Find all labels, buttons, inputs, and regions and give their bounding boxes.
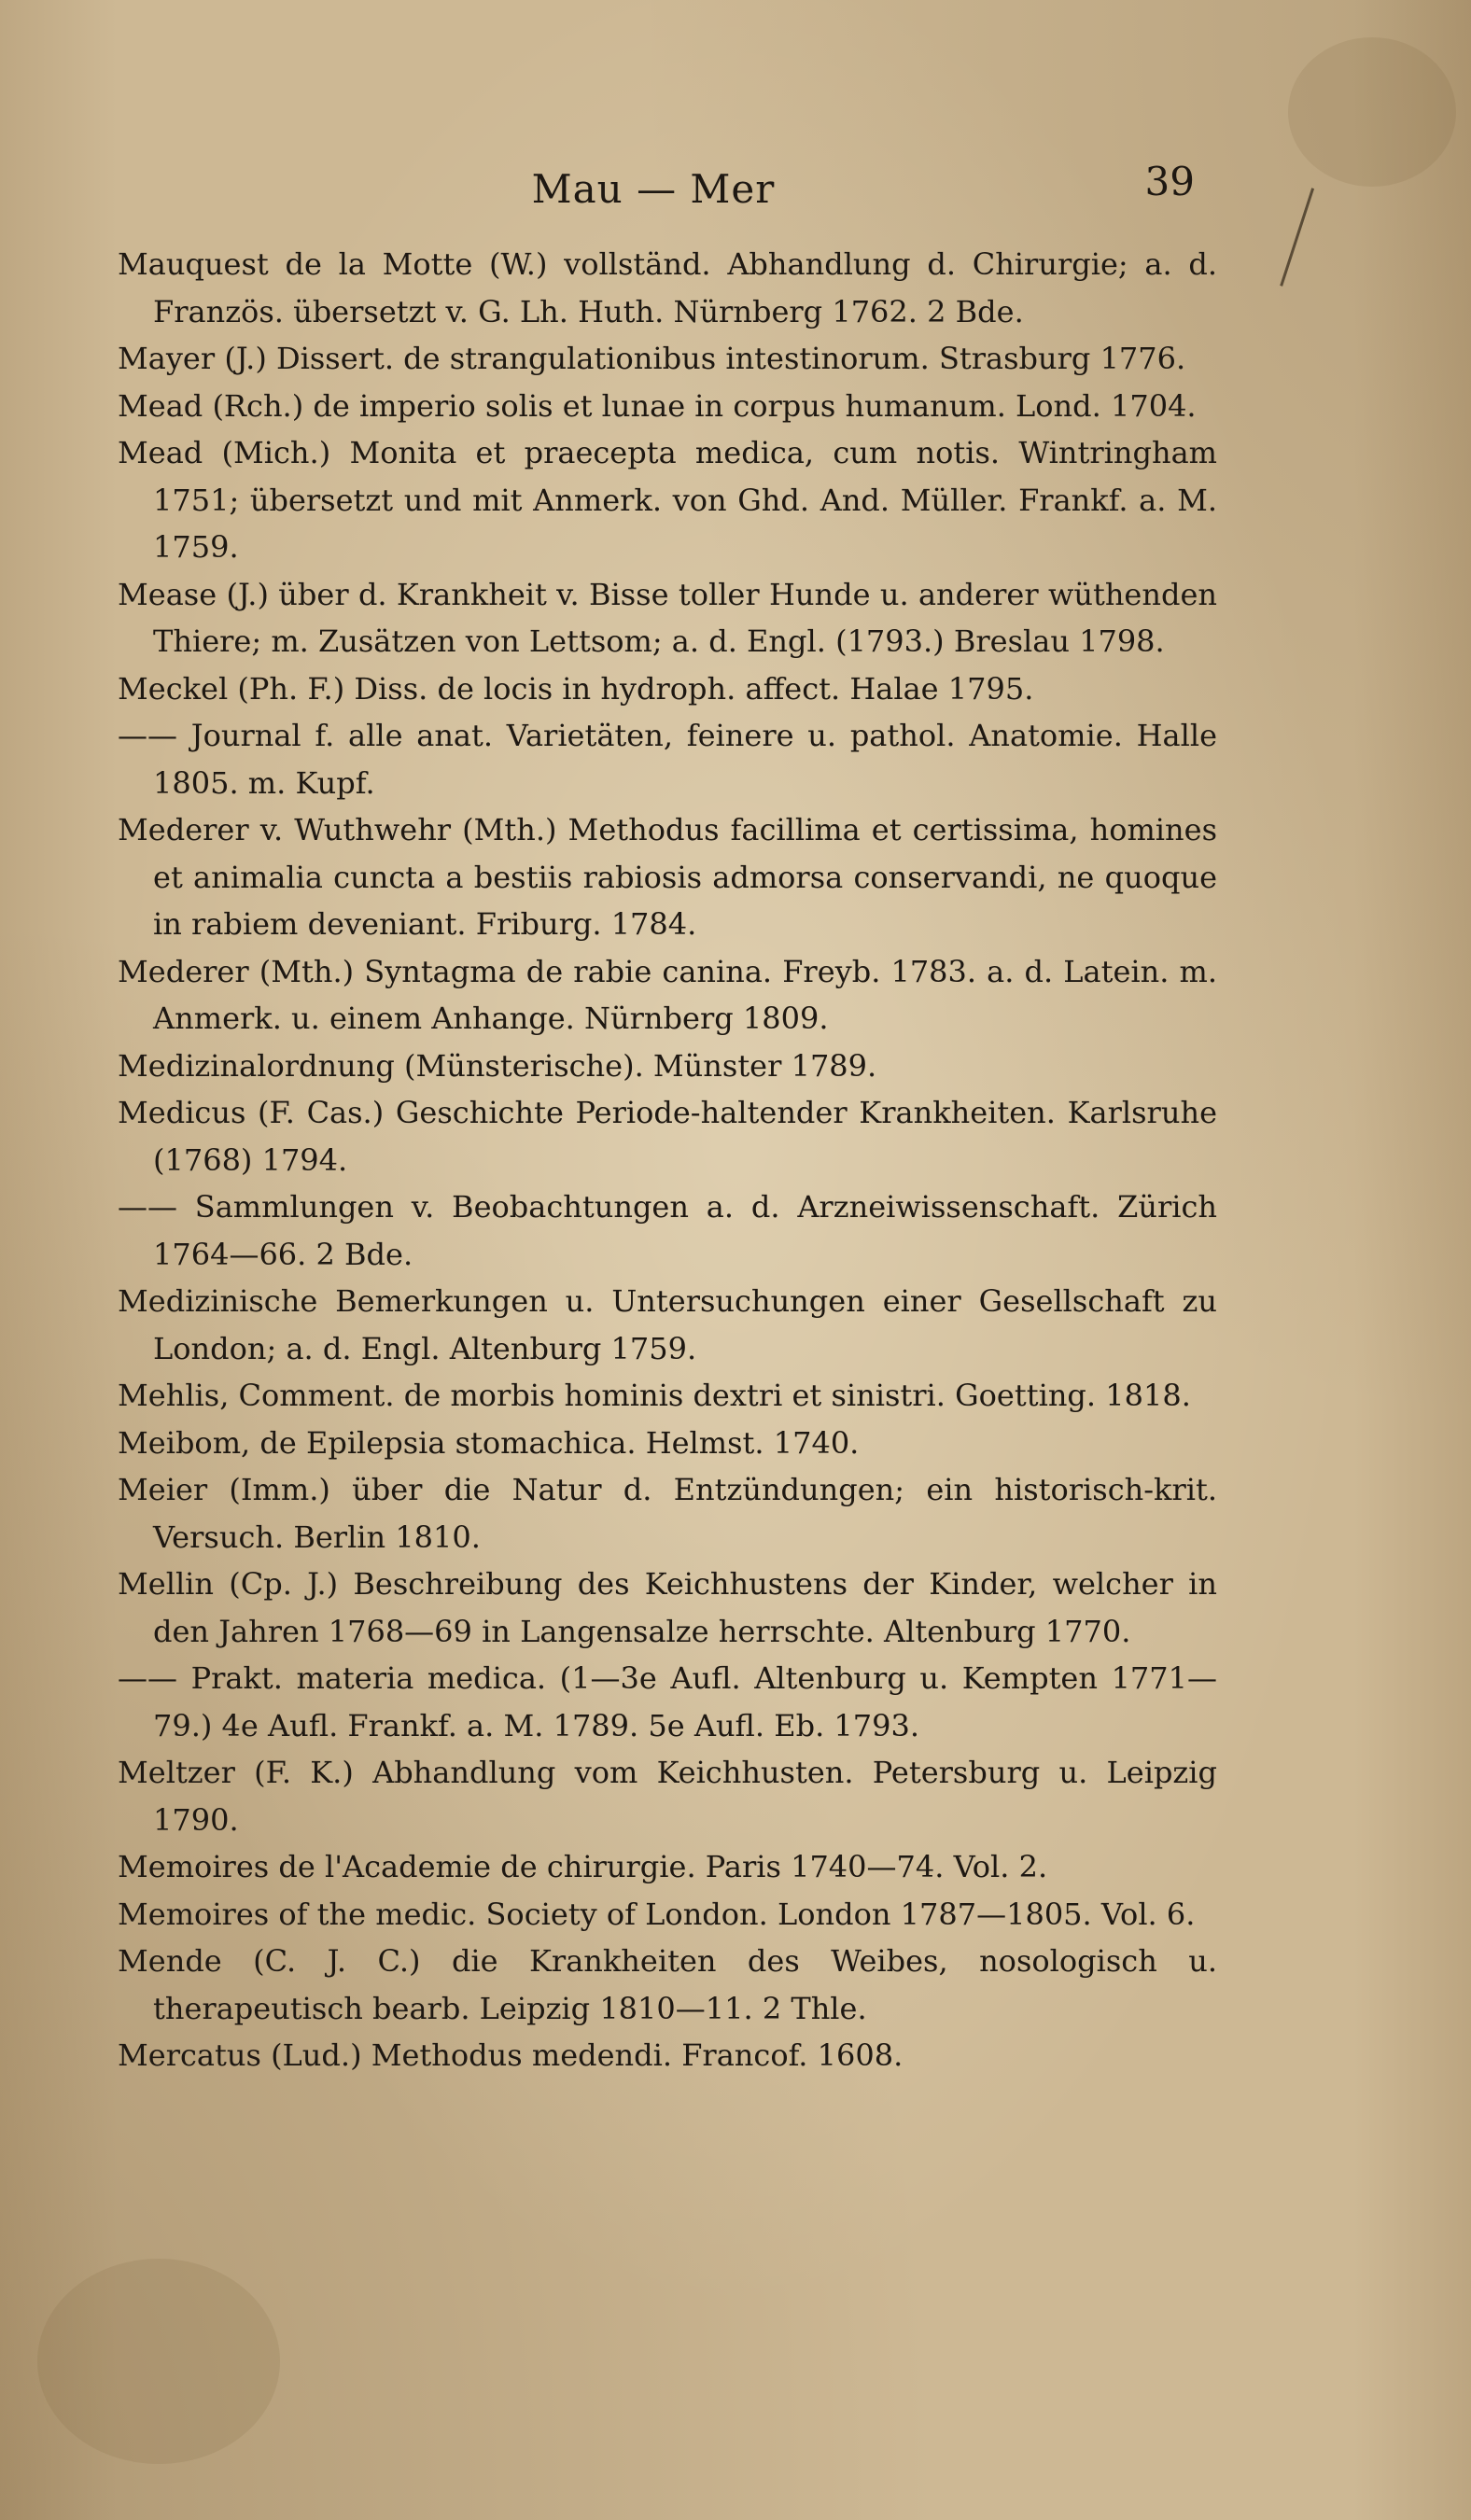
bibliography-entry: Mederer (Mth.) Syntagma de rabie canina. Freyb. 1783. a. d. Latein. m. Anmerk. u. einem Anhange. Nürnberg 1809. — [118, 953, 1217, 1036]
bibliography-entry: Medicus (F. Cas.) Geschichte Periode-haltender Krankheiten. Karlsruhe (1768) 1794. — [118, 1095, 1217, 1178]
bibliography-list — [118, 241, 1217, 2079]
bibliography-entry: Mead (Rch.) de imperio solis et lunae in corpus humanum. Lond. 1704. — [118, 387, 1197, 424]
bibliography-entry: Meckel (Ph. F.) Diss. de locis in hydroph. affect. Halae 1795. — [118, 670, 1034, 707]
bibliography-entry: —— Journal f. alle anat. Varietäten, feinere u. pathol. Anatomie. Halle 1805. m. Kupf. — [118, 718, 1217, 801]
bibliography-entry: Mellin (Cp. J.) Beschreibung des Keichhustens der Kinder, welcher in den Jahren 1768—69 in Langensalze herrschte. Altenburg 1770. — [118, 1566, 1217, 1649]
bibliography-entry: —— Prakt. materia medica. (1—3e Aufl. Altenburg u. Kempten 1771—79.) 4e Aufl. Frankf. a. M. 1789. 5e Aufl. Eb. 1793. — [118, 1660, 1217, 1743]
bibliography-entry: Mead (Mich.) Monita et praecepta medica, cum notis. Wintringham 1751; übersetzt und mit Anmerk. von Ghd. And. Müller. Frankf. a. M. 1759. — [118, 435, 1217, 565]
bibliography-entry: Mease (J.) über d. Krankheit v. Bisse toller Hunde u. anderer wüthenden Thiere; m. Zusätzen von Lettsom; a. d. Engl. (1793.) Breslau 1798. — [118, 576, 1217, 659]
bibliography-entry: Mende (C. J. C.) die Krankheiten des Weibes, nosologisch u. therapeutisch bearb. Leipzig 1810—11. 2 Thle. — [118, 1943, 1217, 2026]
bibliography-entry: Mayer (J.) Dissert. de strangulationibus intestinorum. Strasburg 1776. — [118, 341, 1186, 376]
bibliography-entry: Mercatus (Lud.) Methodus medendi. Francof. 1608. — [118, 2037, 904, 2073]
bibliography-entry: Mehlis, Comment. de morbis hominis dextri et sinistri. Goetting. 1818. — [118, 1378, 1191, 1413]
bibliography-entry: —— Sammlungen v. Beobachtungen a. d. Arzneiwissenschaft. Zürich 1764—66. 2 Bde. — [118, 1189, 1217, 1272]
bibliography-entry: Mederer v. Wuthwehr (Mth.) Methodus facillima et certissima, homines et animalia cuncta a bestiis rabiosis admorsa conservandi, ne quoque in rabiem deveniant. Friburg. 1784. — [118, 812, 1217, 942]
pencil-margin-mark — [1280, 188, 1320, 287]
bibliography-entry: Memoires of the medic. Society of London. London 1787—1805. Vol. 6. — [118, 1896, 1196, 1932]
running-title: Mau — Mer — [531, 166, 776, 212]
bibliography-entry: Mauquest de la Motte (W.) vollständ. Abhandlung d. Chirurgie; a. d. Französ. übersetzt v. G. Lh. Huth. Nürnberg 1762. 2 Bde. — [118, 246, 1217, 329]
bibliography-entry: Meier (Imm.) über die Natur d. Entzündungen; ein historisch-krit. Versuch. Berlin 1810. — [118, 1472, 1217, 1555]
bibliography-entry: Meibom, de Epilepsia stomachica. Helmst. 1740. — [118, 1424, 860, 1461]
page-header — [112, 159, 1195, 231]
paper-stain — [1288, 37, 1456, 187]
bibliography-entry: Memoires de l'Academie de chirurgie. Paris 1740—74. Vol. 2. — [118, 1849, 1048, 1884]
paper-stain — [37, 2259, 280, 2464]
page-number: 39 — [1144, 159, 1195, 204]
bibliography-entry: Medizinische Bemerkungen u. Untersuchungen einer Gesellschaft zu London; a. d. Engl. Altenburg 1759. — [118, 1283, 1217, 1366]
bibliography-entry: Meltzer (F. K.) Abhandlung vom Keichhusten. Petersburg u. Leipzig 1790. — [118, 1755, 1217, 1838]
bibliography-entry: Medizinalordnung (Münsterische). Münster 1789. — [118, 1047, 877, 1084]
